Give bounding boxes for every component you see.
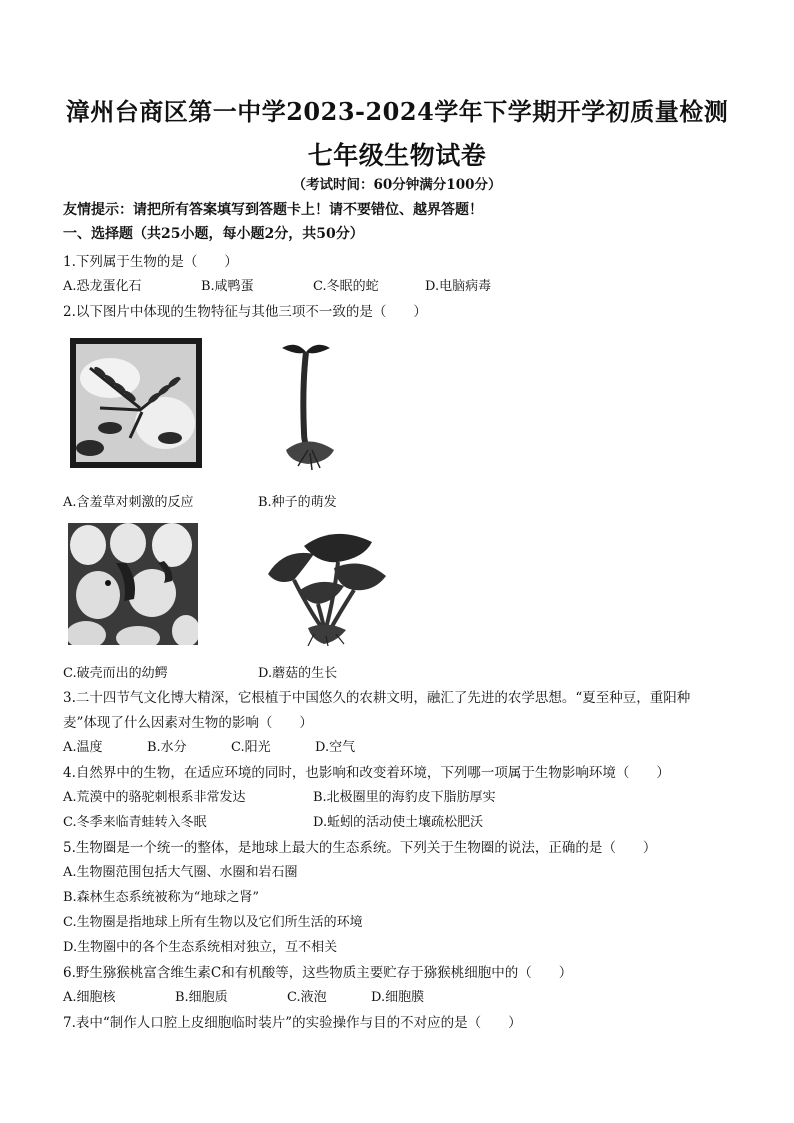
- exam-title: 漳州台商区第一中学2023-2024学年下学期开学初质量检测: [65, 97, 729, 126]
- caption-c: C.破壳而出的幼鳄: [63, 666, 168, 681]
- option-c: C.生物圈是指地球上所有生物以及它们所生活的环境: [63, 915, 363, 930]
- question-1: 1.下列属于生物的是（ ）: [63, 254, 238, 270]
- caption-b: B.种子的萌发: [258, 495, 337, 510]
- option-a: A.生物圈范围包括大气圈、水圈和岩石圈: [63, 865, 298, 880]
- option-c: C.冬眠的蛇: [313, 279, 379, 294]
- option-d: D.生物圈中的各个生态系统相对独立，互不相关: [63, 940, 338, 955]
- question-2: 2.以下图片中体现的生物特征与其他三项不一致的是（ ）: [63, 304, 427, 320]
- question-6-options: [63, 986, 424, 1005]
- option-b: B.森林生态系统被称为“地球之肾”: [63, 890, 259, 905]
- question-5: 5.生物圈是一个统一的整体，是地球上最大的生态系统。下列关于生物圈的说法，正确的是（ ）: [63, 840, 657, 856]
- question-4-options-row1: [63, 786, 496, 805]
- option-a: A.恐龙蛋化石: [63, 279, 142, 294]
- question-3-line2: 麦”体现了什么因素对生物的影响（ ）: [63, 715, 313, 731]
- option-d: D.空气: [315, 740, 356, 755]
- caption-d: D.蘑菇的生长: [258, 666, 338, 681]
- question-3-line1: 3.二十四节气文化博大精深，它根植于中国悠久的农耕文明，融汇了先进的农学思想。“夏至种豆，重阳种: [63, 690, 691, 706]
- question-6: 6.野生猕猴桃富含维生素C和有机酸等，这些物质主要贮存于猕猴桃细胞中的（ ）: [63, 965, 573, 981]
- option-b: B.水分: [147, 740, 187, 755]
- option-c: C.冬季来临青蛙转入冬眠: [63, 815, 207, 830]
- option-a: A.荒漠中的骆驼刺根系非常发达: [63, 790, 246, 805]
- question-1-options: [63, 275, 491, 294]
- exam-subtitle: 七年级生物试卷: [307, 141, 487, 170]
- question-4-options-row2: [63, 811, 483, 830]
- option-b: B.北极圈里的海豹皮下脂肪厚实: [313, 790, 496, 805]
- mimosa-image: [70, 338, 202, 468]
- question-4: 4.自然界中的生物，在适应环境的同时，也影响和改变着环境，下列哪一项属于生物影响环境（ ）: [63, 765, 670, 781]
- exam-info: （考试时间：60分钟满分100分）: [292, 177, 502, 193]
- option-b: B.咸鸭蛋: [201, 279, 254, 294]
- option-c: C.阳光: [231, 740, 271, 755]
- option-d: D.蚯蚓的活动使土壤疏松肥沃: [313, 815, 484, 830]
- option-a: A.细胞核: [63, 990, 116, 1005]
- question-7: 7.表中“制作人口腔上皮细胞临时装片”的实验操作与目的不对应的是（ ）: [63, 1015, 522, 1031]
- option-a: A.温度: [63, 740, 103, 755]
- option-d: D.电脑病毒: [425, 279, 492, 294]
- mushroom-image: [264, 528, 390, 646]
- question-3-options: [63, 736, 355, 755]
- caption-a: A.含羞草对刺激的反应: [63, 495, 194, 510]
- friendly-tip: 友情提示：请把所有答案填写到答题卡上！请不要错位、越界答题！: [63, 202, 483, 218]
- crocodile-hatchling-image: [68, 523, 198, 645]
- option-d: D.细胞膜: [371, 990, 425, 1005]
- section-heading: 一、选择题（共25小题，每小题2分，共50分）: [63, 226, 364, 242]
- option-c: C.液泡: [287, 990, 327, 1005]
- seedling-image: [268, 338, 348, 470]
- option-b: B.细胞质: [175, 990, 228, 1005]
